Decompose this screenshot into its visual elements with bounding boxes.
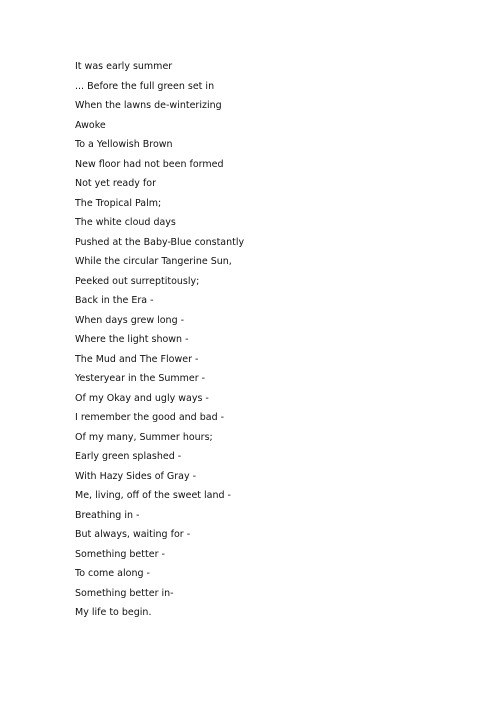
poem-line: My life to begin. [75, 607, 152, 618]
poem-line: Not yet ready for [75, 178, 156, 189]
poem-line: Back in the Era - [75, 295, 154, 306]
poem-line: Yesteryear in the Summer - [75, 373, 206, 384]
poem-line: Early green splashed - [75, 451, 182, 462]
poem-line: The white cloud days [75, 217, 176, 228]
poem-line: To come along - [75, 568, 150, 579]
poem-line: Something better - [75, 548, 165, 560]
poem-line: Peeked out surreptitously; [75, 275, 200, 287]
poem-line: While the circular Tangerine Sun, [75, 256, 232, 267]
poem-line: Breathing in - [75, 509, 140, 521]
poem-line: I remember the good and bad - [75, 412, 225, 423]
poem-line: The Tropical Palm; [75, 197, 162, 209]
poem-line: Pushed at the Baby-Blue constantly [75, 236, 245, 248]
poem-line: When days grew long - [75, 314, 185, 326]
poem-line: ... Before the full green set in [75, 80, 215, 92]
poem-line: But always, waiting for - [75, 529, 191, 540]
poem-line: To a Yellowish Brown [75, 139, 173, 150]
poem-line: When the lawns de-winterizing [75, 100, 222, 111]
poem-line: Where the light shown - [75, 334, 189, 345]
poem-line: Something better in- [75, 587, 174, 599]
poem-line: With Hazy Sides of Gray - [75, 470, 197, 482]
poem-line: New floor had not been formed [75, 158, 224, 170]
poem-line: Of my Okay and ugly ways - [75, 392, 209, 404]
poem-line: It was early summer [75, 61, 173, 72]
poem-line: The Mud and The Flower - [75, 353, 199, 365]
poem-line: Of my many, Summer hours; [75, 431, 213, 443]
poem-line: Awoke [75, 119, 106, 131]
poem-body [75, 57, 244, 623]
poem-line: Me, living, off of the sweet land - [75, 490, 231, 501]
